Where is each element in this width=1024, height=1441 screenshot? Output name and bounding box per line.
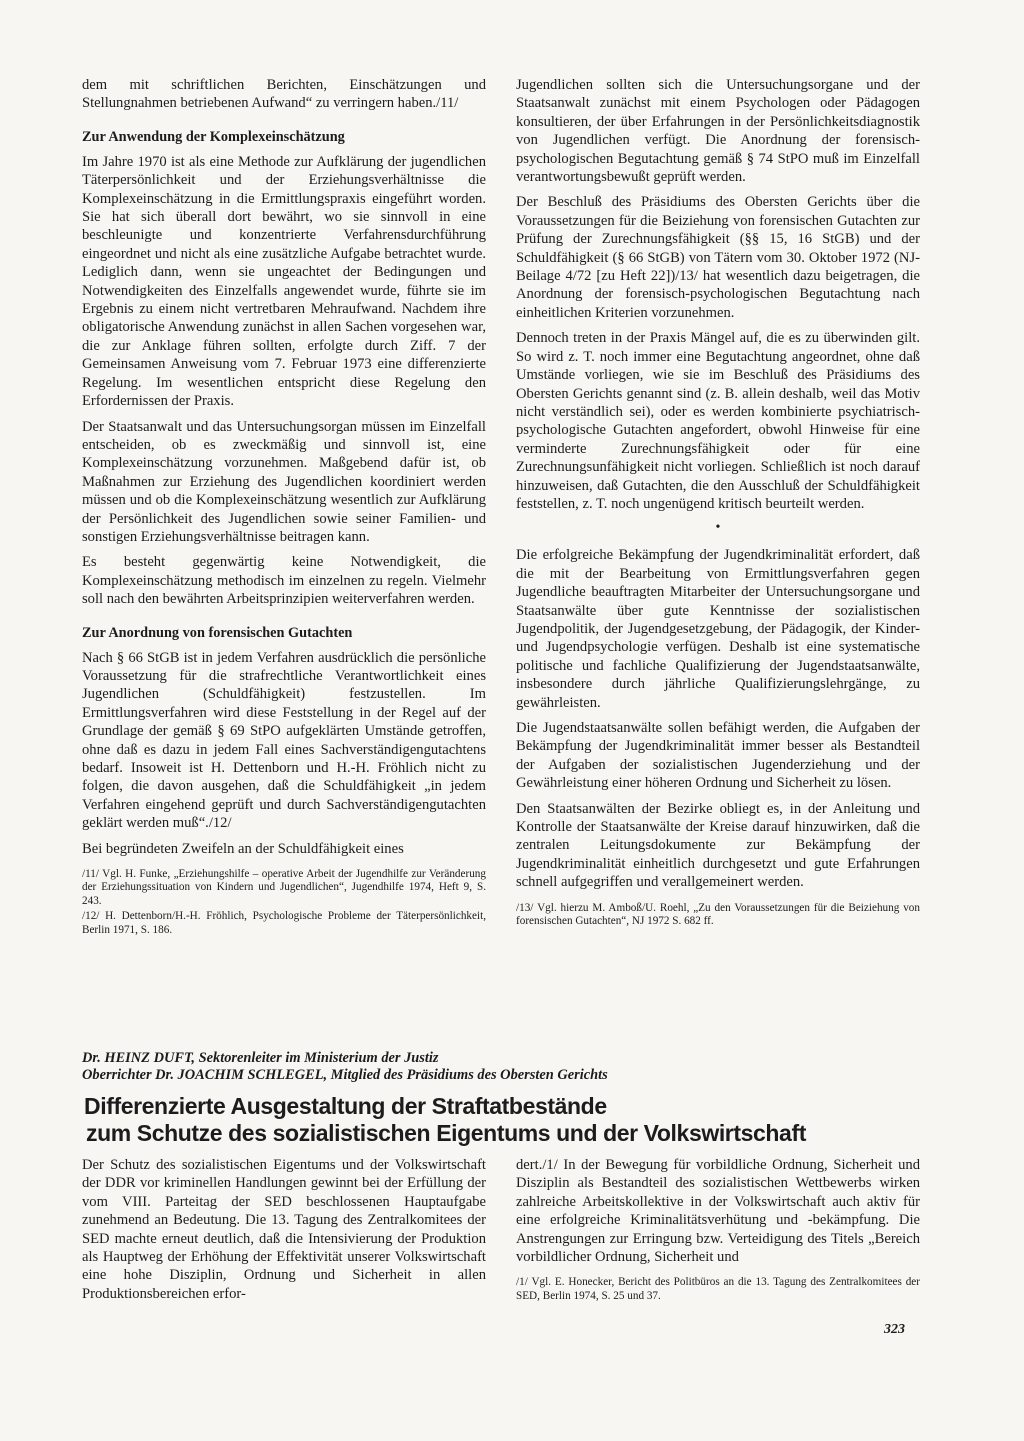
paragraph: Es besteht gegenwärtig keine Notwendigkeit, die Komplexeinschätzung methodisch im einzelnen zu regeln. Vielmehr soll nach den bewährten Arbeitsprinzipien weiterverfahren werden. [82,554,486,608]
left-column-top [82,76,486,939]
paragraph: Bei begründeten Zweifeln an der Schuldfähigkeit eines [82,840,404,857]
footnotes-right [516,902,920,929]
footnote-12: /12/ H. Dettenborn/H.-H. Fröhlich, Psychologische Probleme der Täterpersönlichkeit, Berlin 1971, S. 186. [82,910,486,936]
paragraph: Die Jugendstaatsanwälte sollen befähigt werden, die Aufgaben der Bekämpfung der Jugendkriminalität immer besser als Bestandteil der Aufgaben der sozialistischen Jugenderziehung und der Gewährleistung einer höheren Ordnung und Sicherheit zu lösen. [516,720,920,792]
article-headline [84,1093,944,1147]
footnote-1: /1/ Vgl. E. Honecker, Bericht des Politbüros an die 13. Tagung des Zentralkomitees der SED, Berlin 1974, S. 25 und 37. [516,1276,920,1302]
paragraph: Die erfolgreiche Bekämpfung der Jugendkriminalität erfordert, daß die mit der Bearbeitung von Ermittlungsverfahren gegen Jugendliche beauftragten Mitarbeiter der Untersuchungsorgane und Staatsanwälte über gute Kenntnisse der sozialistischen Jugendpolitik, der Jugendgesetzgebung, der Pädagogik, der Kinder- und Jugendpsychologie verfügen. Deshalb ist eine systematische politische und fachliche Qualifizierung der Jugendstaatsanwälte, insbesondere durch jährliche Qualifizierungslehrgänge, zu gewährleisten. [516,547,920,711]
left-column-bottom [82,1156,486,1310]
paragraph: Jugendlichen sollten sich die Untersuchungsorgane und der Staatsanwalt zunächst mit einem Psychologen oder Pädagogen konsultieren, der über Erfahrungen in der Persönlichkeitsdiagnostik von Jugendlichen verfügt. Die Anordnung der forensisch-psychologischen Begutachtung gemäß § 74 StPO muß im Einzelfall verantwortungsbewußt geprüft werden. [516,77,920,186]
paragraph: Im Jahre 1970 ist als eine Methode zur Aufklärung der jugendlichen Täterpersönlichkeit und der Erziehungsverhältnisse die Komplexeinschätzung in die Ermittlungspraxis eingeführt worden. Sie hat sich überall dort bewährt, wo sie sinnvoll in eine beschleunigte und konzentrierte Verfahrensdurchführung eingeordnet und nicht als eine zusätzliche Aufgabe betrachtet wurde. Lediglich dann, wenn sie ungeachtet der Bedingungen und Notwendigkeiten des Einzelfalls angewendet wurde, führte sie im Ergebnis zu einem nicht vertretbaren Mehraufwand. Nachdem ihre obligatorische Anwendung zunächst in allen Sachen vorgesehen war, die zur Anklage führen sollten, erfolgte durch Ziff. 7 der Gemeinsamen Anweisung vom 7. Februar 1973 eine differenzierte Regelung. Im wesentlichen entspricht diese Regelung den Erfordernissen der Praxis. [82,153,486,410]
footnotes-bottom [516,1276,920,1303]
paragraph: Nach § 66 StGB ist in jedem Verfahren ausdrücklich die persönliche Voraussetzung für die strafrechtliche Verantwortlichkeit eines Jugendlichen (Schuldfähigkeit) festzustellen. Im Ermittlungsverfahren wird diese Feststellung in der Regel auf der Grundlage der gemäß § 69 StPO aufgeklärten Umstände getroffen, ohne daß es dazu in jedem Fall eines Sachverständigengutachtens bedarf. Insoweit ist H. Dettenborn und H.-H. Fröhlich nicht zu folgen, die davon ausgehen, daß die Schuldfähigkeit „in jedem Verfahren eingehend geprüft und durch Sachverständigengutachten geklärt werden muß“./12/ [82,649,486,832]
author-duft: Dr. HEINZ DUFT, Sektorenleiter im Ministerium der Justiz [82,1050,439,1066]
section-heading-komplexeinschaetzung: Zur Anwendung der Komplexeinschätzung [82,128,345,145]
headline-line-2: zum Schutze des sozialistischen Eigentums und der Volkswirtschaft [86,1120,806,1146]
page-number: 323 [884,1322,905,1337]
paragraph: Dennoch treten in der Praxis Mängel auf, die es zu überwinden gilt. So wird z. T. noch immer eine Begutachtung angeordnet, ohne daß Umstände vorliegen, wie sie im Beschluß des Präsidiums des Obersten Gerichts genannt sind (z. B. allein deshalb, weil das Motiv nicht verständlich sei), oder es werden kombinierte psychiatrisch-psychologische Gutachten angefordert, obwohl Hinweise für eine verminderte Zurechnungsfähigkeit oder für eine Zurechnungsunfähigkeit nicht vorliegen. Schließlich ist noch darauf hinzuweisen, daß Gutachten, die den Ausschluß der Schuldfähigkeit feststellen, z. T. noch ungenügend kritisch beurteilt werden. [516,330,920,512]
paragraph: dem mit schriftlichen Berichten, Einschätzungen und Stellungnahmen betriebenen Aufwand“ zu verringern haben./11/ [82,77,486,112]
paragraph: Der Beschluß des Präsidiums des Obersten Gerichts über die Voraussetzungen für die Beiziehung von forensischen Gutachten zur Prüfung der Zurechnungsfähigkeit (§§ 15, 16 StGB) und der Schuldfähigkeit (§ 66 StGB) von Tätern vom 30. Oktober 1972 (NJ-Beilage 4/72 [zu Heft 22])/13/ hat wesentlich dazu beigetragen, die Anordnung der forensisch-psychologischen Begutachtung nach einheitlichen Kriterien vorzunehmen. [516,194,920,321]
headline-line-1: Differenzierte Ausgestaltung der Straftatbestände [84,1093,607,1119]
right-column-top [516,76,920,930]
section-heading-gutachten: Zur Anordnung von forensischen Gutachten [82,624,353,641]
footnote-13: /13/ Vgl. hierzu M. Amboß/U. Roehl, „Zu den Voraussetzungen für die Beiziehung von forensischen Gutachten“, NJ 1972 S. 682 ff. [516,901,920,928]
paragraph: Den Staatsanwälten der Bezirke obliegt es, in der Anleitung und Kontrolle der Staatsanwälte der Kreise darauf hinzuwirken, daß die zentralen Leitungsdokumente zur Bekämpfung der Jugendkriminalität einheitlich durchgesetzt und gute Erfahrungen schnell aufgegriffen und verallgemeinert werden. [516,800,920,891]
author-schlegel: Oberrichter Dr. JOACHIM SCHLEGEL, Mitglied des Präsidiums des Obersten Gerichts [82,1067,608,1083]
paragraph: dert./1/ In der Bewegung für vorbildliche Ordnung, Sicherheit und Disziplin als Bestandteil des sozialistischen Wettbewerbs wirken zahlreiche Arbeitskollektive in der Volkswirtschaft auch aktiv für eine erfolgreiche Kriminalitätsverhütung und -bekämpfung. Die Anstrengungen zur Erringung bzw. Verteidigung des Titels „Bereich vorbildlicher Ordnung, Sicherheit und [516,1157,920,1266]
right-column-bottom [516,1156,920,1305]
paragraph: Der Schutz des sozialistischen Eigentums und der Volkswirtschaft der DDR vor kriminellen Handlungen gewinnt bei der Erfüllung der vom VIII. Parteitag der SED beschlossenen Hauptaufgabe zunehmend an Bedeutung. Die 13. Tagung des Zentralkomitees der SED machte erneut deutlich, daß die Intensivierung der Produktion als Hauptweg der Erhöhung der Effektivität unserer Volkswirtschaft eine hohe Disziplin, Ordnung und Sicherheit in allen Produktionsbereichen erfor- [82,1157,486,1302]
author-lines [82,1050,942,1084]
footnotes-left [82,868,486,937]
section-separator: • [715,520,721,536]
footnote-11: /11/ Vgl. H. Funke, „Erziehungshilfe – operative Arbeit der Jugendhilfe zur Veränderung der Erziehungssituation von Kindern und Jugendlichen“, Jugendhilfe 1974, Heft 9, S. 243. [82,868,486,907]
paragraph: Der Staatsanwalt und das Untersuchungsorgan müssen im Einzelfall entscheiden, ob es zweckmäßig und sinnvoll ist, eine Komplexeinschätzung vorzunehmen. Maßgebend dafür ist, ob Maßnahmen zur Erziehung des Jugendlichen koordiniert werden müssen und ob die Komplexeinschätzung wesentlich zur Aufklärung der Persönlichkeit des Jugendlichen sowie seiner Familien- und sonstigen Erziehungsverhältnisse beitragen kann. [82,418,486,545]
